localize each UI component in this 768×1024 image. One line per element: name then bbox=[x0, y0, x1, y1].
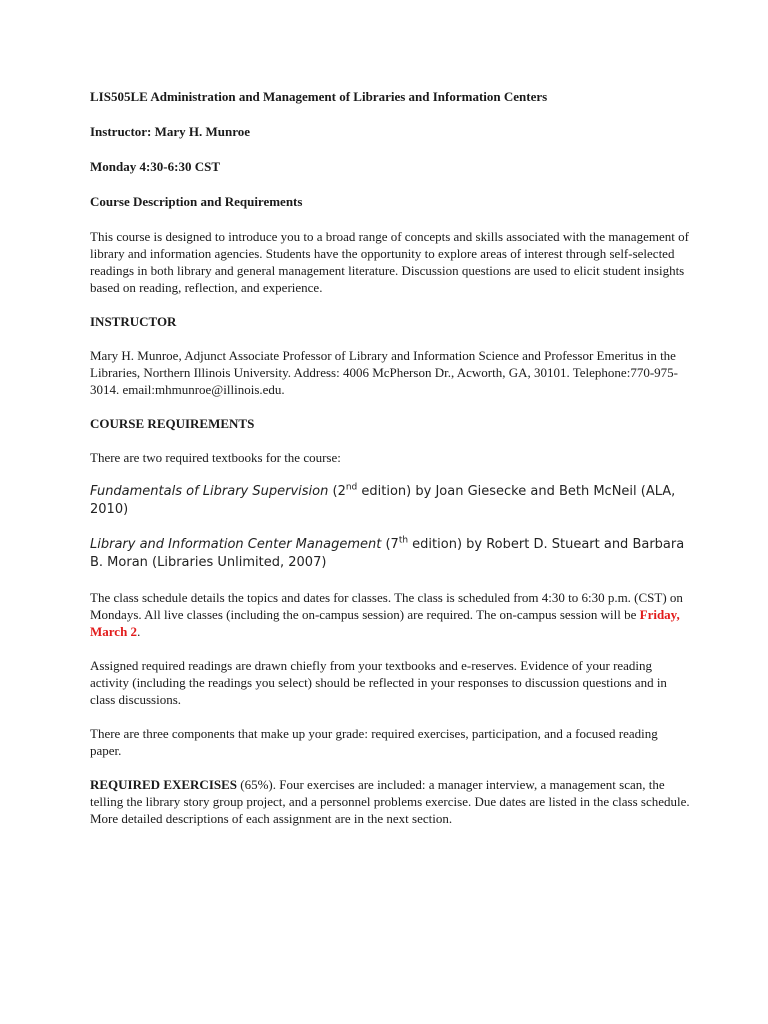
textbook-2 bbox=[90, 536, 690, 572]
exercises-text: (65%). Four exercises are included: a manager interview, a management scan, the telling the library story group project, and a personnel problems exercise. Due dates are listed in the class schedule. More detailed descriptions of each assignment are in the next section. bbox=[90, 777, 690, 826]
course-title: LIS505LE Administration and Management of Libraries and Information Centers bbox=[90, 89, 548, 104]
requirements-heading: COURSE REQUIREMENTS bbox=[90, 416, 255, 431]
instructor-line: Instructor: Mary H. Munroe bbox=[90, 124, 251, 139]
schedule-text: The class schedule details the topics and dates for classes. The class is scheduled from 4:30 to 6:30 p.m. (CST) on Mondays. All live classes (including the on-campus session) are required. The on-campus session will be bbox=[90, 590, 683, 622]
instructor-heading: INSTRUCTOR bbox=[90, 314, 177, 329]
textbooks-intro: There are two required textbooks for the course: bbox=[90, 450, 341, 465]
instructor-paragraph: Mary H. Munroe, Adjunct Associate Professor of Library and Information Science and Professor Emeritus in the Libraries, Northern Illinois University. Address: 4006 McPherson Dr., Acworth, GA, 30101. Telephone:770-975-3014. email:mhmunroe@illinois.edu. bbox=[90, 348, 678, 397]
textbook-1-edition-pre: (2 bbox=[328, 484, 346, 499]
schedule-end: . bbox=[137, 624, 141, 639]
exercises-label: REQUIRED EXERCISES bbox=[90, 777, 238, 792]
description-heading: Course Description and Requirements bbox=[90, 194, 303, 209]
exercises-paragraph bbox=[90, 776, 690, 827]
textbook-1-edition-sup: nd bbox=[345, 482, 358, 493]
textbook-2-title: Library and Information Center Management bbox=[90, 537, 382, 552]
readings-paragraph: Assigned required readings are drawn chiefly from your textbooks and e-reserves. Evidence of your reading activity (including the readings you select) should be reflected in your responses to discussion questions and in class discussions. bbox=[90, 658, 667, 707]
description-paragraph: This course is designed to introduce you to a broad range of concepts and skills associated with the management of library and information agencies. Students have the opportunity to explore areas of interest through self-selected readings in both library and general management literature. Discussion questions are used to elicit student insights based on reading, reflection, and experience. bbox=[90, 229, 689, 295]
grade-paragraph: There are three components that make up your grade: required exercises, participation, and a focused reading paper. bbox=[90, 726, 658, 758]
textbook-1-details: edition) by Joan Giesecke and Beth McNeil (ALA, 2010) bbox=[90, 484, 676, 517]
textbook-2-edition-sup: th bbox=[398, 535, 409, 546]
syllabus-page bbox=[90, 88, 690, 844]
textbook-1 bbox=[90, 483, 690, 519]
schedule-line: Monday 4:30-6:30 CST bbox=[90, 159, 221, 174]
textbook-2-details: edition) by Robert D. Stueart and Barbara B. Moran (Libraries Unlimited, 2007) bbox=[90, 537, 685, 570]
on-campus-date: Friday, March 2 bbox=[90, 607, 680, 639]
textbook-1-title: Fundamentals of Library Supervision bbox=[90, 484, 329, 499]
textbook-2-edition-pre: (7 bbox=[381, 537, 399, 552]
schedule-paragraph bbox=[90, 589, 690, 640]
